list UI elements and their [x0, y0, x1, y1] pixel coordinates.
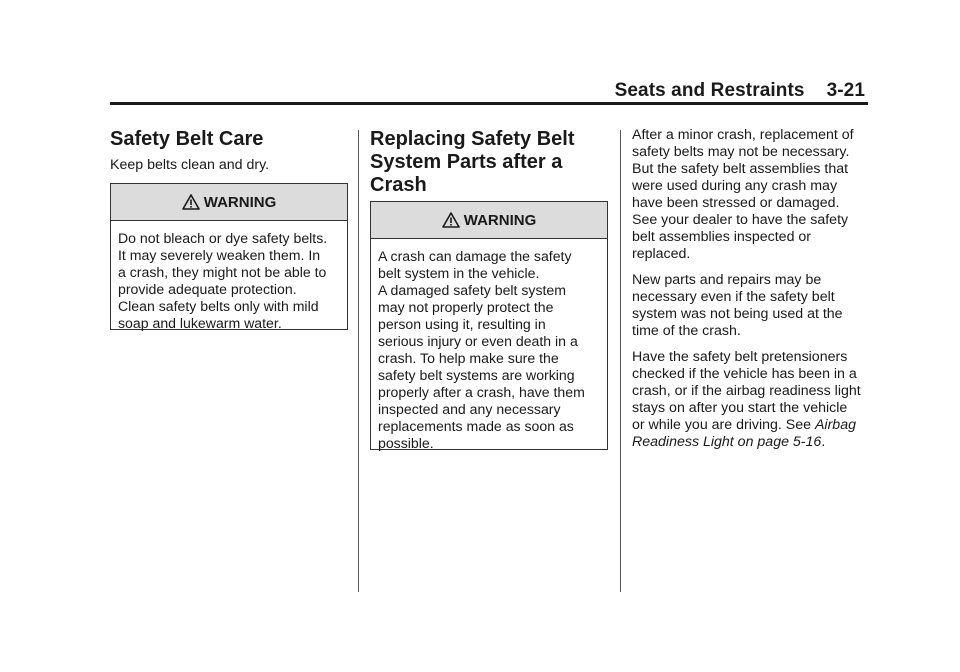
- warning-line: safety belt systems are working: [378, 367, 575, 383]
- warning-line: possible.: [378, 435, 434, 451]
- header-rule: [110, 102, 868, 105]
- warning-line: A crash can damage the safety: [378, 248, 572, 264]
- warning-line: may not properly protect the: [378, 299, 554, 315]
- warning-header: [111, 184, 347, 221]
- warning-line: soap and lukewarm water.: [118, 315, 282, 331]
- warning-line: A damaged safety belt system: [378, 282, 567, 298]
- text-line: necessary even if the safety belt: [632, 289, 835, 305]
- text-fragment: .: [821, 434, 826, 450]
- page-header: [615, 80, 865, 102]
- text-line: time of the crash.: [632, 323, 741, 339]
- warning-line: serious injury or even death in a: [378, 333, 578, 349]
- text-line: After a minor crash, replacement of: [632, 127, 854, 143]
- cross-reference-link[interactable]: Readiness Light on page 5-16: [632, 434, 822, 450]
- column-divider-2: [620, 130, 621, 592]
- heading-line: System Parts after a: [370, 151, 563, 173]
- warning-line: crash. To help make sure the: [378, 350, 559, 366]
- warning-line: inspected and any necessary: [378, 401, 561, 417]
- text-line: See your dealer to have the safety: [632, 212, 849, 228]
- cross-reference-link[interactable]: Airbag: [814, 417, 856, 433]
- warning-line: properly after a crash, have them: [378, 384, 585, 400]
- text-line: have been stressed or damaged.: [632, 195, 840, 211]
- page-number: 3-21: [826, 80, 865, 101]
- text-line: checked if the vehicle has been in a: [632, 366, 857, 382]
- warning-line: person using it, resulting in: [378, 316, 546, 332]
- warning-line: belt system in the vehicle.: [378, 265, 540, 281]
- warning-line: Clean safety belts only with mild: [118, 298, 319, 314]
- text-line: stays on after you start the vehicle: [632, 400, 848, 416]
- section-title: Seats and Restraints: [614, 80, 805, 101]
- warning-line: provide adequate protection.: [118, 281, 297, 297]
- text-line: [632, 434, 861, 451]
- warning-box: [370, 201, 608, 450]
- heading-line: Crash: [370, 174, 427, 196]
- text-line: Have the safety belt pretensioners: [632, 349, 848, 365]
- text-line: crash, or if the airbag readiness light: [632, 383, 861, 399]
- warning-line: a crash, they might not be able to: [118, 264, 327, 280]
- warning-header: [371, 202, 607, 239]
- warning-line: Do not bleach or dye safety belts.: [118, 230, 328, 246]
- section-heading-replacing-parts: [370, 128, 575, 197]
- warning-icon: [442, 212, 460, 228]
- warning-line: It may severely weaken them. In: [118, 247, 321, 263]
- warning-label: WARNING: [203, 193, 277, 211]
- paragraph-3: [632, 349, 861, 451]
- warning-body: [371, 239, 607, 460]
- text-line: replaced.: [632, 246, 691, 262]
- text-line: were used during any crash may: [632, 178, 838, 194]
- text-fragment: or while you are driving. See: [632, 417, 812, 433]
- text-line: But the safety belt assemblies that: [632, 161, 849, 177]
- heading-line: Replacing Safety Belt: [370, 128, 575, 150]
- text-line: [632, 417, 861, 434]
- warning-box: [110, 183, 348, 330]
- paragraph-1: [632, 127, 854, 263]
- warning-label: WARNING: [463, 211, 537, 229]
- section-heading-safety-belt-care: Safety Belt Care: [110, 128, 264, 150]
- text-line: New parts and repairs may be: [632, 272, 822, 288]
- intro-text: Keep belts clean and dry.: [110, 157, 270, 173]
- warning-line: replacements made as soon as: [378, 418, 574, 434]
- text-line: system was not being used at the: [632, 306, 843, 322]
- warning-icon: [182, 194, 200, 210]
- text-line: safety belts may not be necessary.: [632, 144, 850, 160]
- paragraph-2: [632, 272, 843, 340]
- text-line: belt assemblies inspected or: [632, 229, 812, 245]
- warning-body: [111, 221, 347, 340]
- column-divider-1: [358, 130, 359, 592]
